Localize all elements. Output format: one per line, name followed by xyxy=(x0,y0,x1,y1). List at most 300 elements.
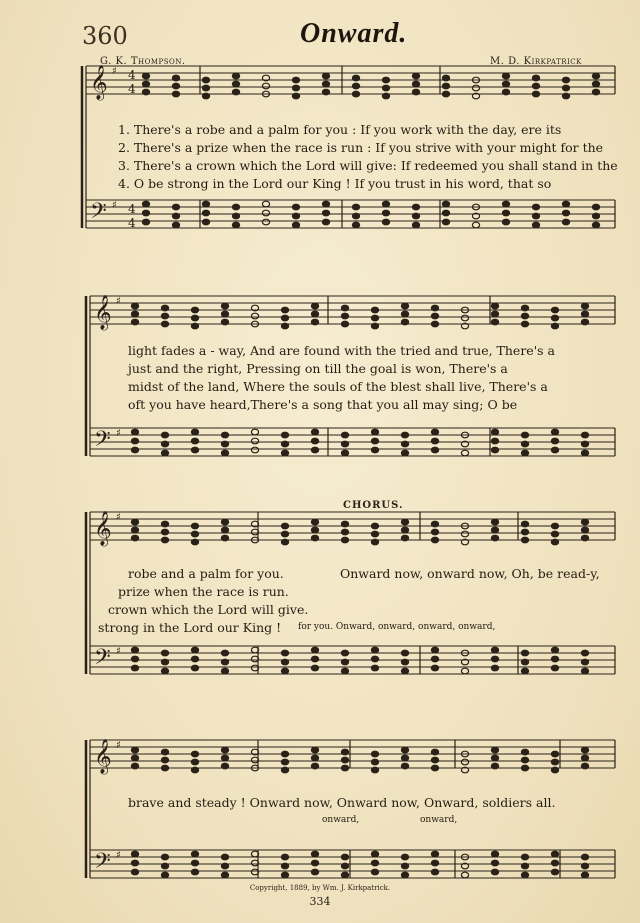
note-head xyxy=(551,307,558,313)
note-head xyxy=(581,872,588,878)
note-head xyxy=(322,219,329,225)
note-head xyxy=(412,89,419,95)
note-head xyxy=(311,303,318,309)
note-head xyxy=(341,441,348,447)
note-head xyxy=(311,755,318,761)
note-head xyxy=(491,665,498,671)
note-head xyxy=(412,73,419,79)
note-head xyxy=(232,213,239,219)
time-sig-top: 4 xyxy=(128,202,136,216)
note-head xyxy=(161,872,168,878)
key-signature: ♯ xyxy=(116,428,121,439)
note-head xyxy=(311,860,318,866)
note-head xyxy=(281,432,288,438)
note-head xyxy=(131,438,138,444)
note-head xyxy=(431,765,438,771)
note-head xyxy=(461,450,468,456)
note-head xyxy=(221,311,228,317)
note-head xyxy=(281,539,288,545)
note-head xyxy=(221,668,228,674)
note-head xyxy=(191,869,198,875)
note-head xyxy=(371,429,378,435)
note-head xyxy=(161,432,168,438)
note-head xyxy=(521,521,528,527)
note-head xyxy=(341,321,348,327)
verse-4-line-a: 4. O be strong in the Lord our King ! If you trust in his word, that so xyxy=(118,176,552,191)
note-head xyxy=(281,650,288,656)
note-head xyxy=(221,441,228,447)
note-head xyxy=(491,755,498,761)
note-head xyxy=(191,447,198,453)
note-head xyxy=(202,85,209,91)
note-head xyxy=(202,201,209,207)
note-head xyxy=(311,438,318,444)
note-head xyxy=(232,73,239,79)
note-head xyxy=(521,749,528,755)
note-head xyxy=(401,450,408,456)
note-head xyxy=(191,860,198,866)
note-head xyxy=(442,91,449,97)
note-head xyxy=(491,851,498,857)
note-head xyxy=(581,650,588,656)
note-head xyxy=(521,537,528,543)
note-head xyxy=(532,83,539,89)
note-head xyxy=(341,757,348,763)
note-head xyxy=(581,854,588,860)
note-head xyxy=(431,749,438,755)
note-head xyxy=(592,213,599,219)
treble-clef: 𝄞 xyxy=(90,65,108,100)
note-head xyxy=(371,869,378,875)
note-head xyxy=(131,869,138,875)
note-head xyxy=(221,659,228,665)
key-signature: ♯ xyxy=(112,66,117,77)
note-head xyxy=(161,321,168,327)
note-head xyxy=(562,210,569,216)
note-head xyxy=(352,75,359,81)
note-head xyxy=(521,529,528,535)
note-head xyxy=(251,313,258,319)
note-head xyxy=(172,213,179,219)
note-head xyxy=(371,767,378,773)
note-head xyxy=(442,210,449,216)
note-head xyxy=(491,656,498,662)
note-head xyxy=(131,519,138,525)
note-head xyxy=(341,537,348,543)
note-head xyxy=(281,531,288,537)
note-head xyxy=(472,222,479,228)
note-head xyxy=(491,869,498,875)
note-head xyxy=(341,529,348,535)
hymn-title: Onward. xyxy=(300,18,408,49)
note-head xyxy=(131,851,138,857)
note-head xyxy=(551,447,558,453)
note-head xyxy=(341,854,348,860)
note-head xyxy=(292,213,299,219)
note-head xyxy=(341,659,348,665)
bass-clef: 𝄢 xyxy=(94,849,111,879)
note-head xyxy=(581,311,588,317)
note-head xyxy=(311,656,318,662)
note-head xyxy=(311,647,318,653)
note-head xyxy=(311,311,318,317)
note-head xyxy=(581,519,588,525)
note-head xyxy=(352,91,359,97)
note-head xyxy=(161,521,168,527)
note-head xyxy=(341,313,348,319)
note-head xyxy=(161,765,168,771)
note-head xyxy=(322,210,329,216)
footer-page-number: 334 xyxy=(309,895,331,908)
note-head xyxy=(161,659,168,665)
bass-clef: 𝄢 xyxy=(90,199,107,229)
note-head xyxy=(292,204,299,210)
note-head xyxy=(221,535,228,541)
treble-clef: 𝄞 xyxy=(94,739,112,774)
note-head xyxy=(491,311,498,317)
note-head xyxy=(161,650,168,656)
note-head xyxy=(491,429,498,435)
note-head xyxy=(251,438,258,444)
note-head xyxy=(232,81,239,87)
note-head xyxy=(322,201,329,207)
note-head xyxy=(322,89,329,95)
note-head xyxy=(551,438,558,444)
note-head xyxy=(142,89,149,95)
note-head xyxy=(502,210,509,216)
note-head xyxy=(191,429,198,435)
note-head xyxy=(521,757,528,763)
key-signature: ♯ xyxy=(116,850,121,861)
note-head xyxy=(412,204,419,210)
note-head xyxy=(311,535,318,541)
note-head xyxy=(281,759,288,765)
note-head xyxy=(191,647,198,653)
note-head xyxy=(202,77,209,83)
key-signature: ♯ xyxy=(116,740,121,751)
note-head xyxy=(131,319,138,325)
note-head xyxy=(401,303,408,309)
note-head xyxy=(161,529,168,535)
note-head xyxy=(191,665,198,671)
note-head xyxy=(341,749,348,755)
note-head xyxy=(491,860,498,866)
note-head xyxy=(371,539,378,545)
note-head xyxy=(581,303,588,309)
note-head xyxy=(292,77,299,83)
note-head xyxy=(551,851,558,857)
note-head xyxy=(551,429,558,435)
note-head xyxy=(472,85,479,91)
note-head xyxy=(341,863,348,869)
note-head xyxy=(431,321,438,327)
key-signature: ♯ xyxy=(112,200,117,211)
note-head xyxy=(401,863,408,869)
verse-2-line-a: 2. There's a prize when the race is run : If you strive with your might for the xyxy=(118,140,604,155)
lyricist-credit: G. K. Thompson. xyxy=(100,56,186,67)
verse-1-line-c: robe and a palm for you. xyxy=(128,566,284,581)
note-head xyxy=(532,213,539,219)
note-head xyxy=(532,204,539,210)
note-head xyxy=(442,219,449,225)
note-head xyxy=(401,747,408,753)
note-head xyxy=(521,441,528,447)
note-head xyxy=(172,75,179,81)
note-head xyxy=(341,432,348,438)
note-head xyxy=(382,201,389,207)
note-head xyxy=(401,872,408,878)
note-head xyxy=(131,303,138,309)
note-head xyxy=(581,659,588,665)
note-head xyxy=(251,429,258,435)
note-head xyxy=(161,668,168,674)
note-head xyxy=(521,432,528,438)
note-head xyxy=(491,647,498,653)
note-head xyxy=(371,323,378,329)
note-head xyxy=(581,747,588,753)
note-head xyxy=(382,210,389,216)
note-head xyxy=(281,307,288,313)
note-head xyxy=(461,668,468,674)
note-head xyxy=(281,872,288,878)
note-head xyxy=(371,656,378,662)
note-head xyxy=(281,863,288,869)
note-head xyxy=(551,315,558,321)
note-head xyxy=(221,527,228,533)
note-head xyxy=(401,854,408,860)
note-head xyxy=(431,447,438,453)
note-head xyxy=(401,763,408,769)
note-head xyxy=(581,755,588,761)
note-head xyxy=(562,201,569,207)
note-head xyxy=(521,863,528,869)
note-head xyxy=(371,860,378,866)
note-head xyxy=(281,854,288,860)
note-head xyxy=(131,860,138,866)
note-head xyxy=(161,313,168,319)
note-head xyxy=(442,201,449,207)
note-head xyxy=(191,323,198,329)
note-head xyxy=(322,81,329,87)
note-head xyxy=(202,210,209,216)
note-head xyxy=(262,219,269,225)
note-head xyxy=(191,531,198,537)
note-head xyxy=(592,222,599,228)
note-head xyxy=(191,767,198,773)
note-head xyxy=(491,438,498,444)
bass-echo-2: onward, xyxy=(420,815,458,825)
note-head xyxy=(131,527,138,533)
note-head xyxy=(281,767,288,773)
note-head xyxy=(161,863,168,869)
note-head xyxy=(551,647,558,653)
note-head xyxy=(521,321,528,327)
note-head xyxy=(131,763,138,769)
note-head xyxy=(431,665,438,671)
note-head xyxy=(191,438,198,444)
note-head xyxy=(382,93,389,99)
note-head xyxy=(221,763,228,769)
note-head xyxy=(371,665,378,671)
time-sig-bottom: 4 xyxy=(128,82,136,96)
note-head xyxy=(562,85,569,91)
note-head xyxy=(551,767,558,773)
time-sig-bottom: 4 xyxy=(128,216,136,230)
note-head xyxy=(341,872,348,878)
note-head xyxy=(172,83,179,89)
note-head xyxy=(461,531,468,537)
note-head xyxy=(161,757,168,763)
key-signature: ♯ xyxy=(116,646,121,657)
note-head xyxy=(581,763,588,769)
note-head xyxy=(311,665,318,671)
time-sig-top: 4 xyxy=(128,68,136,82)
note-head xyxy=(322,73,329,79)
note-head xyxy=(551,665,558,671)
note-head xyxy=(371,447,378,453)
verse-1-line-a: 1. There's a robe and a palm for you : If you work with the day, ere its xyxy=(118,122,562,137)
note-head xyxy=(581,432,588,438)
note-head xyxy=(262,210,269,216)
note-head xyxy=(142,73,149,79)
bass-clef: 𝄢 xyxy=(94,645,111,675)
page-number: 360 xyxy=(82,22,128,50)
note-head xyxy=(401,519,408,525)
note-head xyxy=(161,305,168,311)
note-head xyxy=(431,851,438,857)
note-head xyxy=(431,757,438,763)
note-head xyxy=(431,656,438,662)
note-head xyxy=(551,869,558,875)
note-head xyxy=(491,527,498,533)
note-head xyxy=(161,537,168,543)
note-head xyxy=(521,450,528,456)
note-head xyxy=(382,219,389,225)
note-head xyxy=(131,656,138,662)
verse-1-line-b: light fades a - way, And are found with the tried and true, There's a xyxy=(128,343,555,358)
note-head xyxy=(311,527,318,533)
note-head xyxy=(281,523,288,529)
note-head xyxy=(281,659,288,665)
note-head xyxy=(431,647,438,653)
note-head xyxy=(401,432,408,438)
note-head xyxy=(232,222,239,228)
note-head xyxy=(221,519,228,525)
note-head xyxy=(521,659,528,665)
treble-clef: 𝄞 xyxy=(94,511,112,546)
chorus-bass-lyric: for you. Onward, onward, onward, onward, xyxy=(298,622,496,632)
note-head xyxy=(161,854,168,860)
note-head xyxy=(491,303,498,309)
note-head xyxy=(551,759,558,765)
note-head xyxy=(551,656,558,662)
note-head xyxy=(251,447,258,453)
note-head xyxy=(412,213,419,219)
verse-2-line-b: just and the right, Pressing on till the goal is won, There's a xyxy=(128,361,508,376)
note-head xyxy=(521,765,528,771)
note-head xyxy=(581,441,588,447)
note-head xyxy=(341,305,348,311)
final-lyric: brave and steady ! Onward now, Onward now, Onward, soldiers all. xyxy=(128,795,556,810)
note-head xyxy=(592,89,599,95)
note-head xyxy=(401,441,408,447)
note-head xyxy=(341,450,348,456)
note-head xyxy=(521,854,528,860)
note-head xyxy=(431,429,438,435)
note-head xyxy=(232,89,239,95)
note-head xyxy=(311,747,318,753)
verse-3-line-c: crown which the Lord will give. xyxy=(108,602,309,617)
note-head xyxy=(581,450,588,456)
note-head xyxy=(352,204,359,210)
chorus-label: CHORUS. xyxy=(343,500,404,511)
note-head xyxy=(401,535,408,541)
note-head xyxy=(521,650,528,656)
note-head xyxy=(191,307,198,313)
note-head xyxy=(442,83,449,89)
verse-3-line-b: midst of the land, Where the souls of the blest shall live, There's a xyxy=(128,379,548,394)
note-head xyxy=(172,91,179,97)
note-head xyxy=(532,75,539,81)
note-head xyxy=(521,872,528,878)
note-head xyxy=(191,539,198,545)
note-head xyxy=(221,863,228,869)
note-head xyxy=(131,755,138,761)
note-head xyxy=(191,315,198,321)
bass-clef: 𝄢 xyxy=(94,427,111,457)
note-head xyxy=(371,851,378,857)
note-head xyxy=(581,319,588,325)
note-head xyxy=(551,860,558,866)
chorus-lyric: Onward now, onward now, Oh, be read-y, xyxy=(340,566,600,581)
note-head xyxy=(221,747,228,753)
note-head xyxy=(431,860,438,866)
note-head xyxy=(401,650,408,656)
note-head xyxy=(131,535,138,541)
note-head xyxy=(311,319,318,325)
note-head xyxy=(341,765,348,771)
note-head xyxy=(521,668,528,674)
note-head xyxy=(401,311,408,317)
note-head xyxy=(442,75,449,81)
note-head xyxy=(592,204,599,210)
note-head xyxy=(281,323,288,329)
note-head xyxy=(191,523,198,529)
note-head xyxy=(431,313,438,319)
note-head xyxy=(521,313,528,319)
note-head xyxy=(161,450,168,456)
note-head xyxy=(461,315,468,321)
verse-2-line-c: prize when the race is run. xyxy=(118,584,289,599)
note-head xyxy=(491,535,498,541)
note-head xyxy=(581,863,588,869)
note-head xyxy=(551,523,558,529)
verse-4-line-c: strong in the Lord our King ! xyxy=(98,620,282,635)
note-head xyxy=(371,438,378,444)
note-head xyxy=(202,93,209,99)
note-head xyxy=(191,759,198,765)
bass-echo-1: onward, xyxy=(322,815,360,825)
note-head xyxy=(371,751,378,757)
note-head xyxy=(532,91,539,97)
note-head xyxy=(221,872,228,878)
note-head xyxy=(221,854,228,860)
note-head xyxy=(491,519,498,525)
note-head xyxy=(281,450,288,456)
note-head xyxy=(292,85,299,91)
note-head xyxy=(431,438,438,444)
note-head xyxy=(551,539,558,545)
